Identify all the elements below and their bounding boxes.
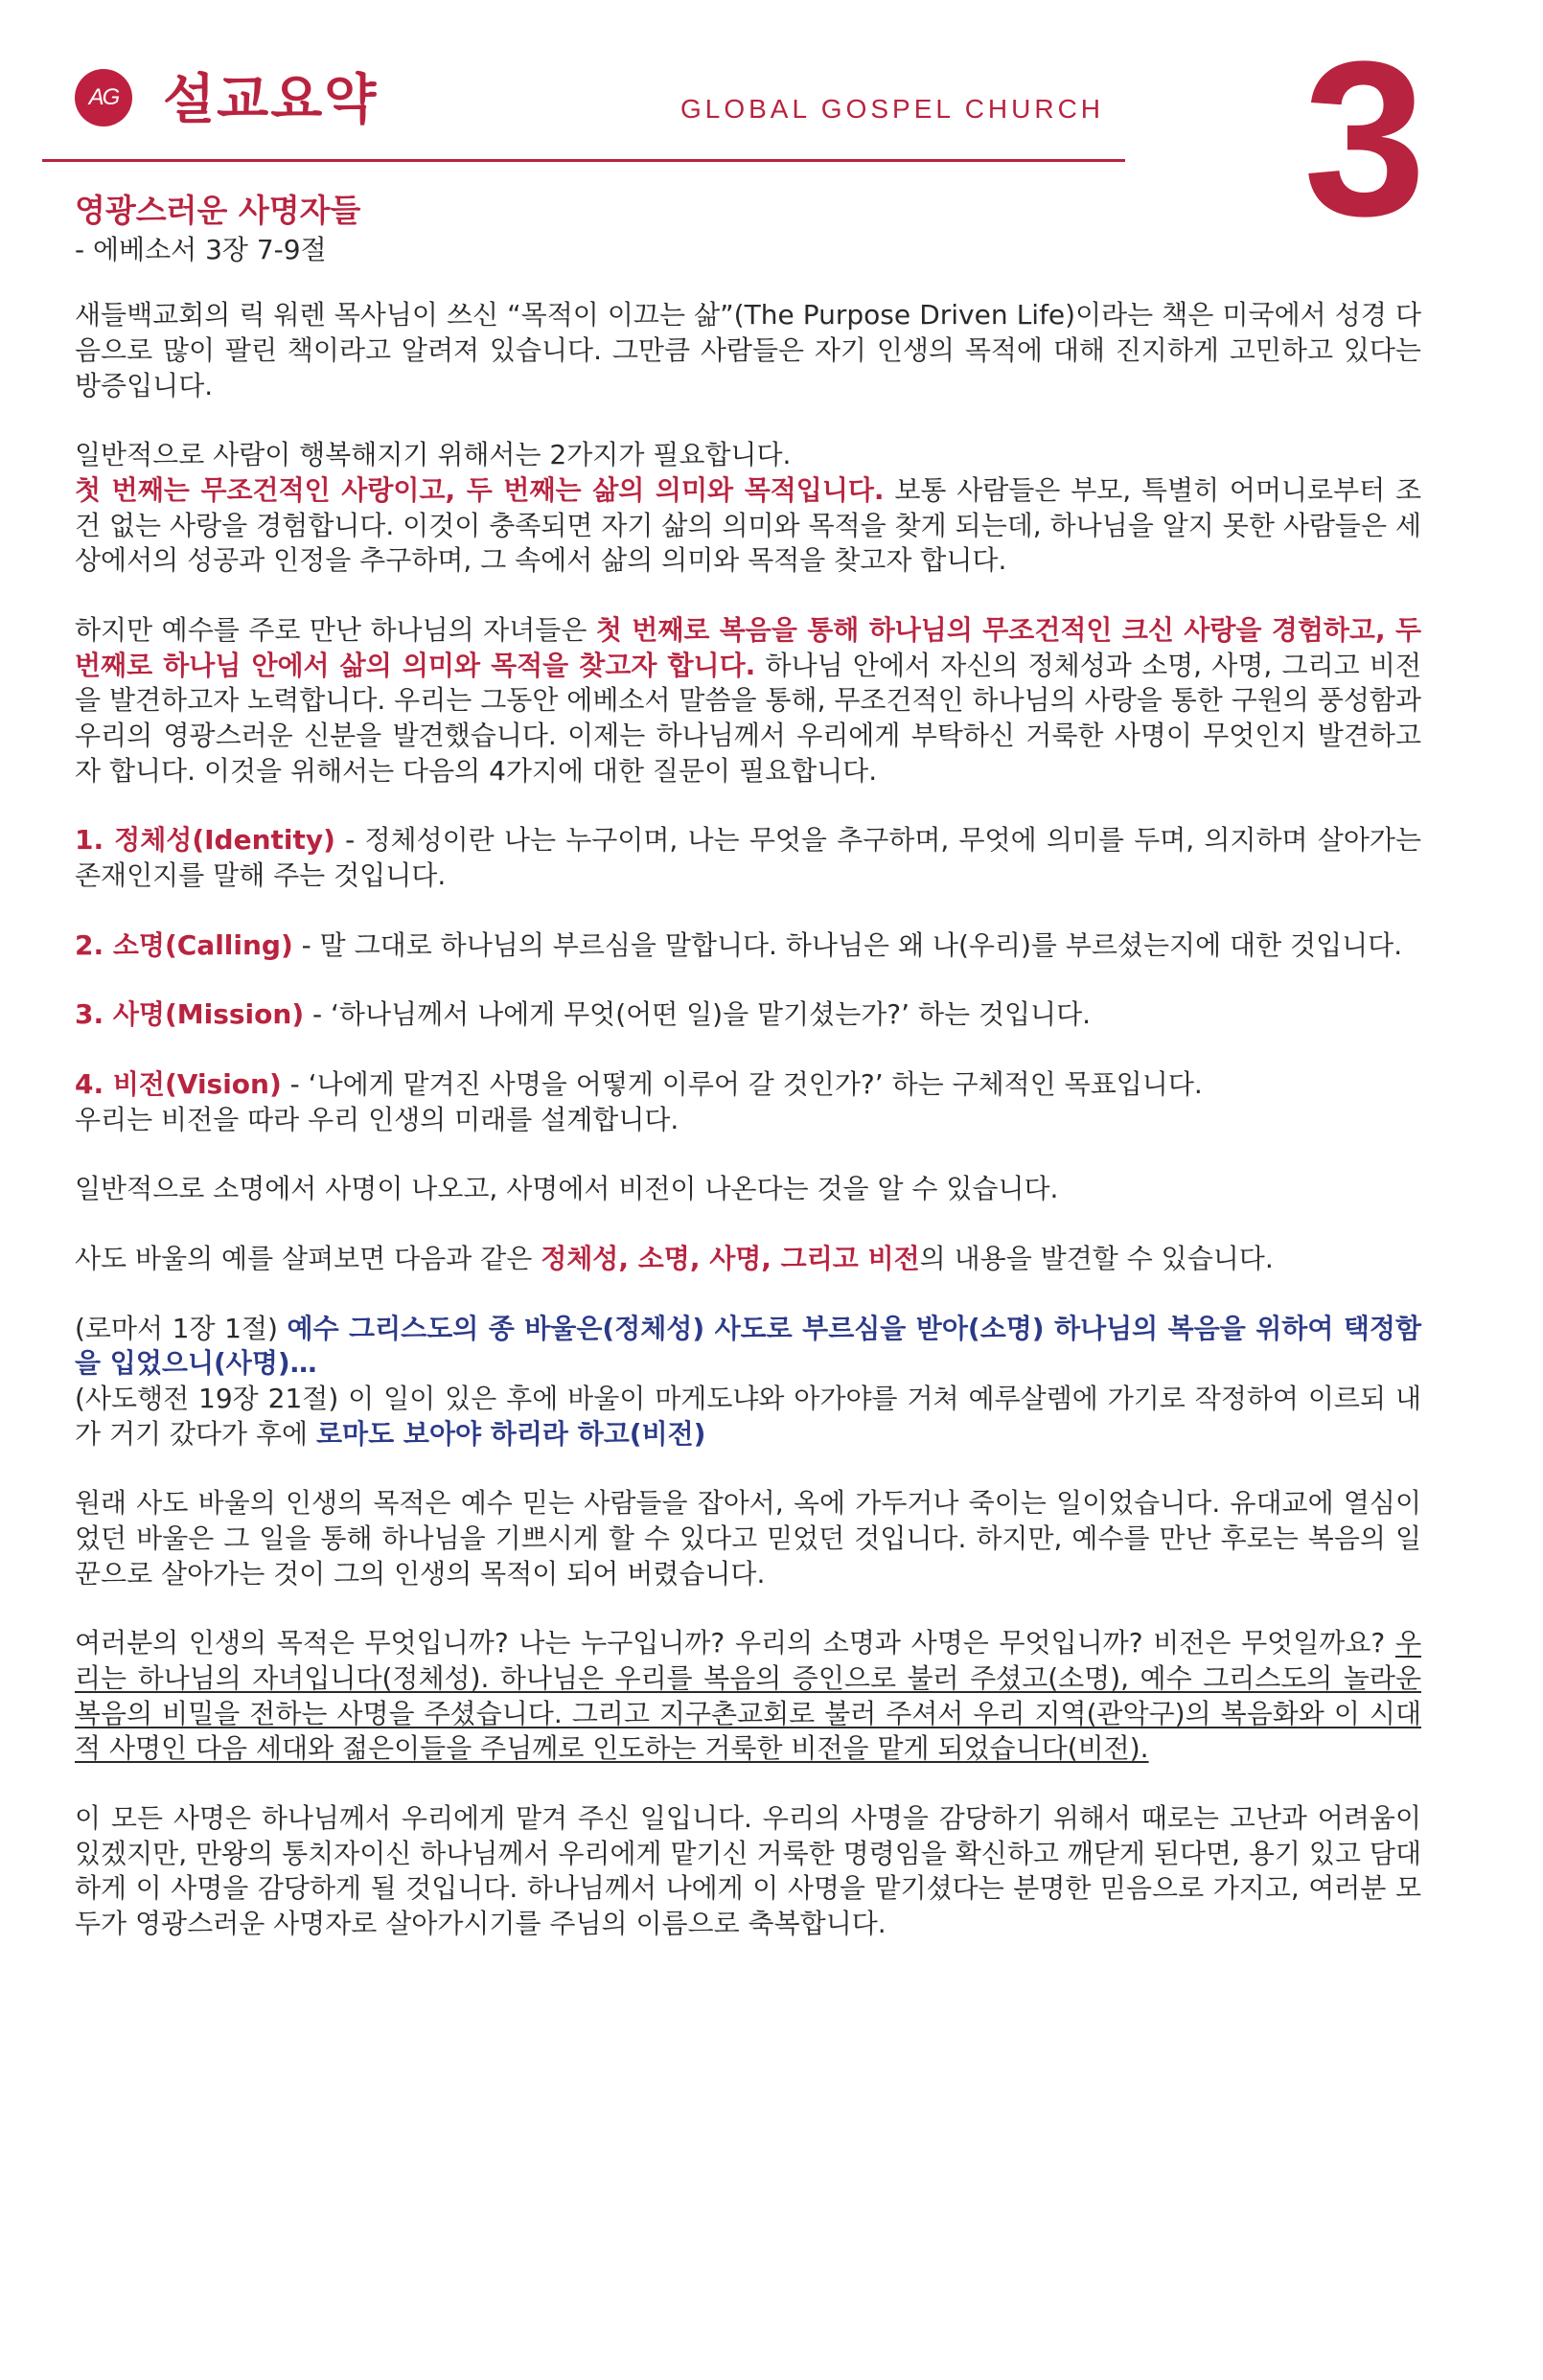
- issue-number: 3: [1303, 15, 1426, 262]
- list-item-calling: [75, 928, 1421, 964]
- sermon-content: [75, 192, 1421, 1977]
- header-divider: [42, 159, 1125, 162]
- list-item-label: 2. 소명(Calling): [75, 928, 293, 961]
- church-logo: [75, 69, 132, 126]
- list-item-text: - 정체성이란 나는 누구이며, 나는 무엇을 추구하며, 무엇에 의미를 두며, 의지하며 살아가는 존재인지를 말해 주는 것입니다.: [75, 824, 1421, 891]
- verse-reference: (로마서 1장 1절): [75, 1312, 288, 1344]
- paragraph-text: 사도 바울의 예를 살펴보면 다음과 같은: [75, 1242, 541, 1274]
- scripture-reference: - 에베소서 3장 7-9절: [75, 233, 327, 265]
- paragraph-intro: 새들백교회의 릭 워렌 목사님이 쓰신 “목적이 이끄는 삶”(The Purpose Driven Life)이라는 책은 미국에서 성경 다음으로 많이 팔린 책이라고 알려져 있습니다. 그만큼 사람들은 자기 인생의 목적에 대해 진지하게 고민하고 있다는 방증입니다.: [75, 299, 1421, 401]
- sermon-title: 영광스러운 사명자들: [75, 192, 361, 229]
- paragraph-happiness: [75, 438, 1421, 579]
- paragraph-paul-purpose: 원래 사도 바울의 인생의 목적은 예수 믿는 사람들을 잡아서, 옥에 가두거나 죽이는 일이었습니다. 유대교에 열심이었던 바울은 그 일을 통해 하나님을 기쁘시게 할 수 있다고 믿었던 것입니다. 하지만, 예수를 만난 후로는 복음의 일꾼으로 살아가는 것이 그의 인생의 목적이 되어 버렸습니다.: [75, 1487, 1421, 1590]
- highlight-text: 첫 번째는 무조건적인 사랑이고, 두 번째는 삶의 의미와 목적입니다.: [75, 473, 885, 506]
- list-item-vision: [75, 1067, 1421, 1137]
- list-item-mission: [75, 997, 1421, 1033]
- paragraph-closing: 이 모든 사명은 하나님께서 우리에게 맡겨 주신 일입니다. 우리의 사명을 감당하기 위해서 때로는 고난과 어려움이 있겠지만, 만왕의 통치자이신 하나님께서 우리에게 맡기신 거룩한 명령임을 확신하고 깨닫게 된다면, 용기 있고 담대하게 이 사명을 감당하게 될 것입니다. 하나님께서 나에게 이 사명을 맡기셨다는 분명한 믿음으로 가지고, 여러분 모두가 영광스러운 사명자로 살아가시기를 주님의 이름으로 축복합니다.: [75, 1802, 1422, 1940]
- verse-highlight: 로마도 보아야 하리라 하고(비전): [316, 1417, 706, 1450]
- paragraph-paul-example: [75, 1242, 1421, 1277]
- list-item-text: - ‘하나님께서 나에게 무엇(어떤 일)을 맡기셨는가?’ 하는 것입니다.: [304, 998, 1092, 1031]
- bible-verses: [75, 1312, 1421, 1453]
- verse-reference: (사도행전 19장 21절) 이 일이 있은 후에 바울이 마게도냐와 아가야를 거쳐 예루살렘에 가기로 작정하여 이르되 내가 거기 갔다가 후에: [75, 1382, 1421, 1450]
- list-item-label: 1. 정체성(Identity): [75, 824, 335, 857]
- list-item-text: - 말 그대로 하나님의 부르심을 말합니다. 하나님은 왜 나(우리)를 부르셨는지에 대한 것입니다.: [292, 928, 1403, 961]
- underlined-text: 우리는 하나님의 자녀입니다(정체성). 하나님은 우리를 복음의 증인으로 불러 주셨고(소명), 예수 그리스도의 놀라운 복음의 비밀을 전하는 사명을 주셨습니다. 그리고 지구촌교회로 불러 주셔서 우리 지역(관악구)의 복음화와 이 시대적 사명인 다음 세대와 젊은이들을 주님께로 인도하는 거룩한 비전을 맡게 되었습니다(비전).: [75, 1627, 1421, 1765]
- paragraph-text: 일반적으로 사람이 행복해지기 위해서는 2가지가 필요합니다.: [75, 439, 792, 471]
- list-item-identity: [75, 823, 1421, 893]
- list-item-text: 우리는 비전을 따라 우리 인생의 미래를 설계합니다.: [75, 1103, 679, 1135]
- highlight-text: 정체성, 소명, 사명, 그리고 비전: [541, 1242, 920, 1274]
- logo-text: AG: [88, 84, 119, 110]
- list-item-label: 4. 비전(Vision): [75, 1067, 282, 1100]
- paragraph-text: 보통 사람들은 부모, 특별히 어머니로부터 조건 없는 사랑을 경험합니다. 이것이 충족되면 자기 삶의 의미와 목적을 찾게 되는데, 하나님을 알지 못한 사람들은 세상에서의 성공과 인정을 추구하며, 그 속에서 삶의 의미와 목적을 찾고자 합니다.: [75, 473, 1422, 577]
- church-name: GLOBAL GOSPEL CHURCH: [680, 94, 1105, 124]
- paragraph-summary: 일반적으로 소명에서 사명이 나오고, 사명에서 비전이 나온다는 것을 알 수 있습니다.: [75, 1173, 1059, 1205]
- verse-highlight: 예수 그리스도의 종 바울은(정체성) 사도로 부르심을 받아(소명) 하나님의 복음을 위하여 택정함을 입었으니(사명)…: [75, 1312, 1421, 1380]
- paragraph-our-purpose: [75, 1626, 1421, 1767]
- paragraph-children-of-god: [75, 613, 1421, 789]
- paragraph-text: 하지만 예수를 주로 만난 하나님의 자녀들은: [75, 613, 596, 646]
- highlight-text: 첫 번째로 복음을 통해 하나님의 무조건적인 크신 사랑을 경험하고, 두 번째로 하나님 안에서 삶의 의미와 목적을 찾고자 합니다.: [75, 613, 1421, 681]
- list-item-text: - ‘나에게 맡겨진 사명을 어떻게 이루어 갈 것인가?’ 하는 구체적인 목표입니다.: [281, 1067, 1203, 1100]
- paragraph-text: 의 내용을 발견할 수 있습니다.: [919, 1242, 1274, 1274]
- paragraph-text: 하나님 안에서 자신의 정체성과 소명, 사명, 그리고 비전을 발견하고자 노력합니다. 우리는 그동안 에베소서 말씀을 통해, 무조건적인 하나님의 사랑을 통한 구원의 풍성함과 우리의 영광스러운 신분을 발견했습니다. 이제는 하나님께서 우리에게 부탁하신 거룩한 사명이 무엇인지 발견하고자 합니다. 이것을 위해서는 다음의 4가지에 대한 질문이 필요합니다.: [75, 649, 1422, 787]
- list-item-label: 3. 사명(Mission): [75, 998, 305, 1031]
- paragraph-text: 여러분의 인생의 목적은 무엇입니까? 나는 누구입니까? 우리의 소명과 사명은 무엇입니까? 비전은 무엇일까요?: [75, 1627, 1395, 1659]
- page-title: 설교요약: [163, 69, 379, 131]
